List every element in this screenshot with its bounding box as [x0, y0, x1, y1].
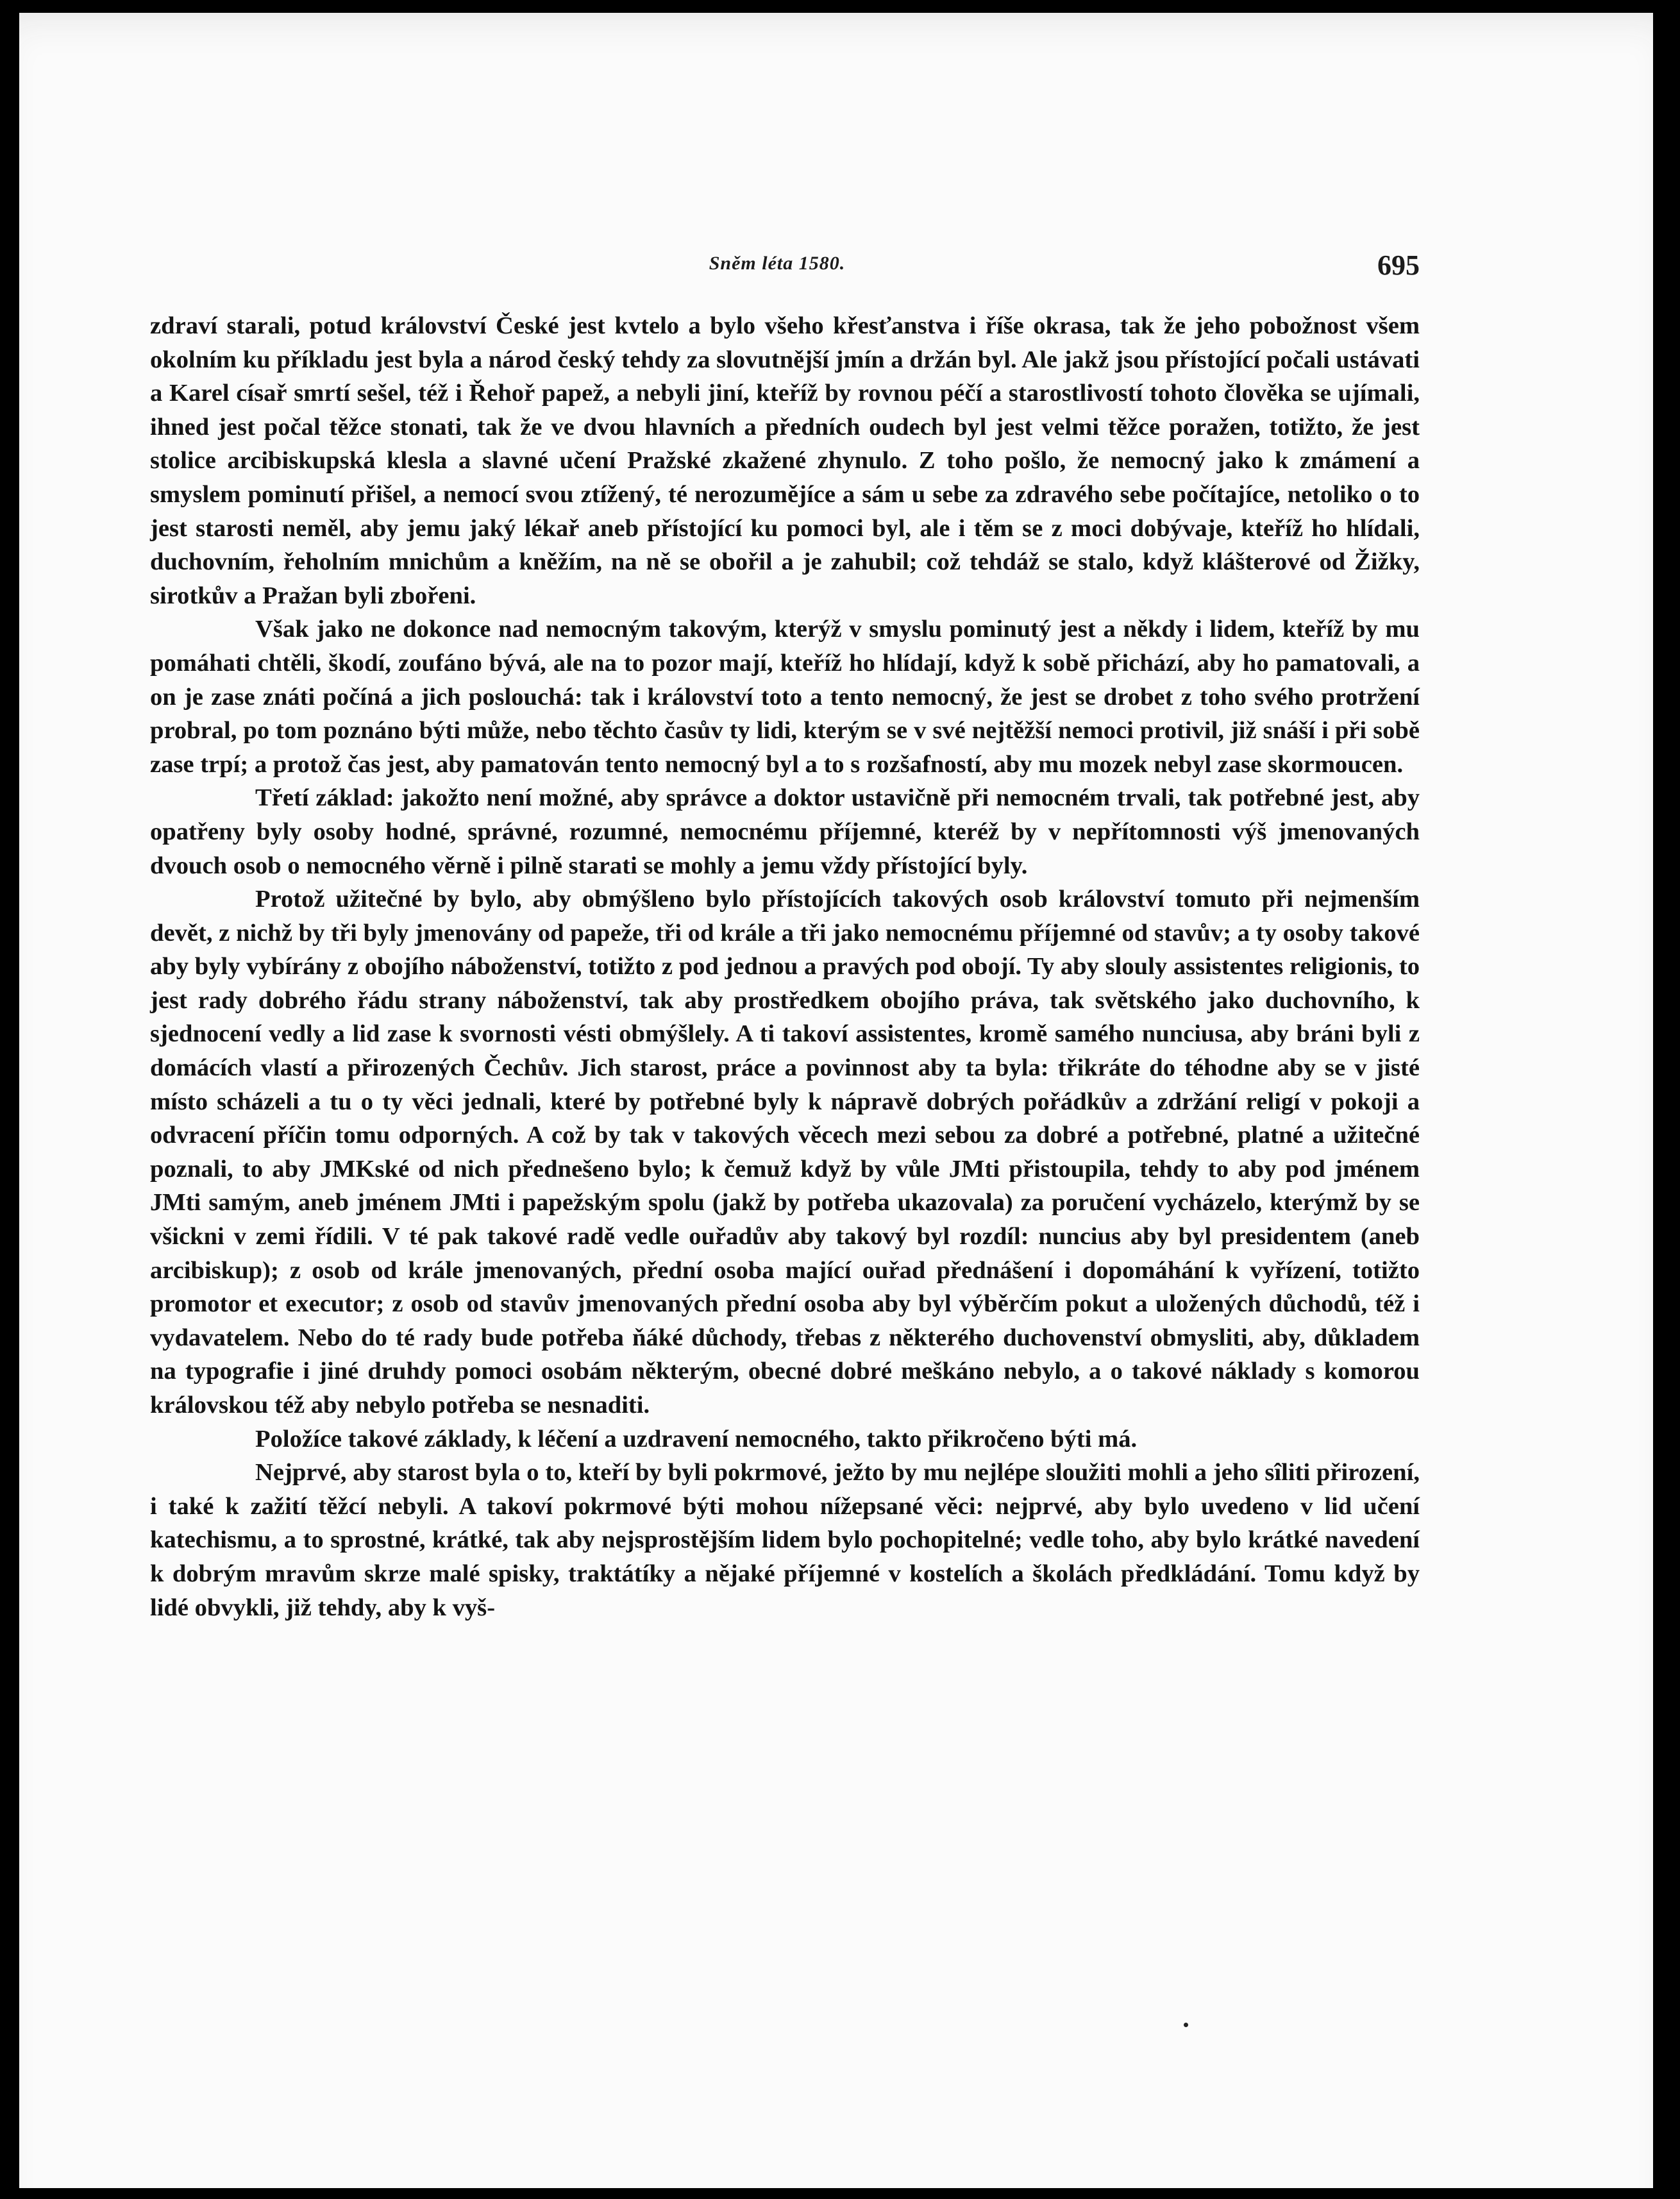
- page-number: 695: [1377, 249, 1420, 281]
- running-head: [135, 249, 1420, 281]
- paragraph: zdraví starali, potud království České jest kvtelo a bylo všeho křesťanstva i říše okrasa, tak že jeho pobožnost všem okolním ku příkladu jest byla a národ český tehdy za slovutnější jmín a držán byl. Ale jakž jsou přístojící počali ustávati a Karel císař smrtí sešel, též i Řehoř papež, a nebyli jiní, kteříž by rovnou péčí a starostlivostí tohoto člověka se ujímali, ihned jest počal těžce stonati, tak že ve dvou hlavních a předních oudech byl jest velmi těžce poražen, totižto, že jest stolice arcibiskupská klesla a slavné učení Pražské zkažené zhynulo. Z toho pošlo, že nemocný jako k zmámení a smyslem pominutí přišel, a nemocí svou ztížený, té nerozumějíce a sám u sebe za zdravého sebe počítajíce, netoliko o to jest starosti neměl, aby jemu jaký lékař aneb přístojící ku pomoci byl, ale i těm se z moci dobývaje, kteříž ho hlídali, duchovním, řeholním mnichům a kněžím, na ně se obořil a je zahubil; což tehdáž se stalo, když klášterové od Žižky, sirotkův a Pražan byli zbořeni.: [150, 312, 1420, 609]
- body-text: [150, 309, 1420, 1624]
- running-title: Sněm léta 1580.: [709, 253, 846, 274]
- paragraph: Položíce takové základy, k léčení a uzdravení nemocného, takto přikročeno býti má.: [255, 1425, 1138, 1453]
- paragraph: Nejprvé, aby starost byla o to, kteří by byli pokrmové, ježto by mu nejlépe sloužiti mohli a jeho sîliti přirození, i také k zažití těžcí nebyli. A takoví pokrmové býti mohou nížepsané věci: nejprvé, aby bylo uvedeno v lid učení katechismu, a to sprostné, krátké, tak aby nejsprostějším lidem bylo pochopitelné; vedle toho, aby bylo krátké navedení k dobrým mravům skrze malé spisky, traktátíky a nějaké příjemné v kostelích a školách předkládání. Tomu když by lidé obvykli, již tehdy, aby k vyš-: [150, 1459, 1420, 1621]
- scan-speck: [1184, 2023, 1188, 2027]
- paragraph: Třetí základ: jakožto není možné, aby správce a doktor ustavičně při nemocném trvali, tak potřebné jest, aby opatřeny byly osoby hodné, správné, rozumné, nemocnému příjemné, kteréž by v nepřítomnosti výš jmenovaných dvouch osob o nemocného věrně i pilně starati se mohly a jemu vždy přístojící byly.: [150, 784, 1420, 879]
- paragraph: Protož užitečné by bylo, aby obmýšleno bylo přístojících takových osob království tomuto při nejmenším devět, z nichž by tři byly jmenovány od papeže, tři od krále a tři jako nemocnému příjemné od stavův; a ty osoby takové aby byly vybírány z obojího náboženství, totižto z pod jednou a pravých pod obojí. Ty aby slouly assistentes religionis, to jest rady dobrého řádu strany náboženství, tak aby prostředkem obojího práva, tak světského jako duchovního, k sjednocení vedly a lid zase k svornosti vésti obmýšlely. A ti takoví assistentes, kromě samého nunciusa, aby bráni byli z domácích vlastí a přirozených Čechův. Jich starost, práce a povinnost aby ta byla: třikráte do téhodne aby se v jisté místo scházeli a tu o ty věci jednali, které by potřebné byly k nápravě dobrých pořádkův a zdržání religí v pokoji a odvracení příčin tomu odporných. A což by tak v takových věcech mezi sebou za dobré a potřebné, platné a užitečné poznali, to aby JMKské od nich přednešeno bylo; k čemuž když by vůle JMti přistoupila, tehdy to aby pod jménem JMti samým, aneb jménem JMti i papežským spolu (jakž by potřeba ukazovala) za poručení vycházelo, kterýmž by se všickni v zemi řídili. V té pak takové radě vedle ouřadův aby takový byl rozdíl: nuncius aby byl presidentem (aneb arcibiskup); z osob od krále jmenovaných, přední osoba mající ouřad přednášení i dopomáhání k vyřízení, totižto promotor et executor; z osob od stavův jmenovaných přední osoba aby byl výběrčím pokut a uložených důchodů, též i vydavatelem. Nebo do té rady bude potřeba ňáké důchody, třebas z některého duchovenství obmysliti, aby, důkladem na typografie i jiné druhdy pomoci osobám některým, obecné dobré meškáno nebylo, a o takové náklady s komorou královskou též aby nebylo potřeba se nesnaditi.: [150, 886, 1420, 1419]
- paragraph: Však jako ne dokonce nad nemocným takovým, kterýž v smyslu pominutý jest a někdy i lidem, kteříž by mu pomáhati chtěli, škodí, zoufáno bývá, ale na to pozor mají, kteříž ho hlídají, když k sobě přichází, aby ho pamatovali, a on je zase znáti počíná a jich poslouchá: tak i království toto a tento nemocný, že jest se drobet z toho svého protržení probral, po tom poznáno býti může, nebo těchto časův ty lidi, kterým se v své nejtěžší nemoci protivil, již snáší i při sobě zase trpí; a protož čas jest, aby pamatován tento nemocný byl a to s rozšafností, aby mu mozek nebyl zase skormoucen.: [150, 616, 1420, 778]
